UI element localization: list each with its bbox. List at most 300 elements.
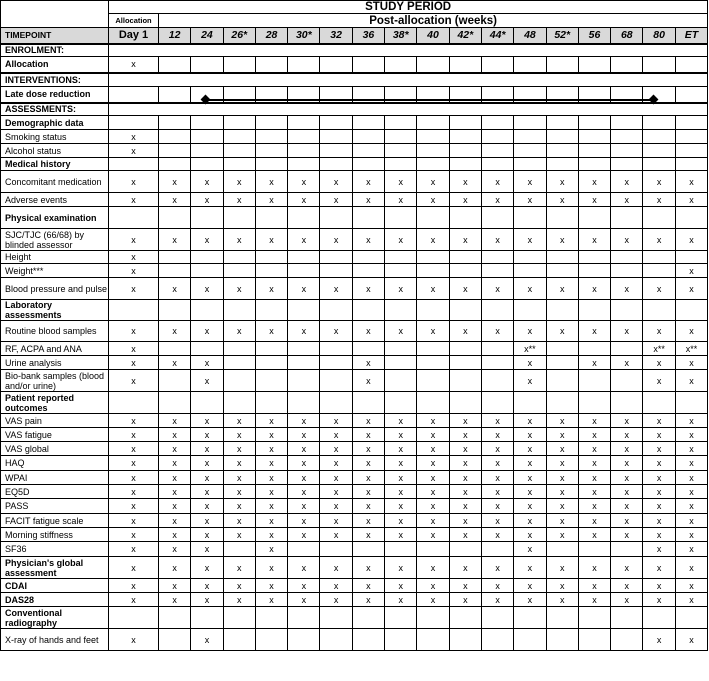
assessment-mark: x	[559, 176, 565, 187]
mark-cell	[223, 514, 255, 528]
mark-cell	[191, 579, 223, 593]
assessment-mark: x	[656, 486, 662, 497]
mark-cell	[578, 264, 610, 278]
mark-cell	[385, 557, 417, 579]
mark-cell	[578, 499, 610, 514]
mark-cell	[546, 629, 578, 651]
mark-cell	[223, 207, 255, 229]
assessment-mark: x	[131, 283, 136, 294]
mark-cell	[417, 278, 449, 300]
assessment-mark: x	[366, 472, 371, 483]
schedule-row	[1, 629, 708, 651]
mark-cell	[643, 557, 675, 579]
assessment-mark: x	[269, 443, 274, 454]
mark-cell	[449, 629, 481, 651]
timepoint-8: 38*	[385, 28, 417, 44]
mark-cell	[223, 193, 255, 207]
assessment-mark: x	[495, 415, 500, 426]
assessment-mark: x	[366, 429, 371, 440]
mark-cell	[514, 158, 546, 171]
mark-cell	[449, 414, 481, 428]
mark-cell	[385, 321, 417, 342]
mark-cell	[481, 629, 513, 651]
assessment-mark: x	[131, 544, 136, 554]
assessment-mark: x	[689, 634, 694, 645]
mark-cell	[643, 229, 675, 251]
mark-cell	[159, 629, 191, 651]
assessment-mark: x	[333, 429, 339, 440]
mark-cell	[417, 144, 449, 158]
mark-cell	[514, 514, 546, 528]
row-label: Allocation	[1, 57, 109, 73]
mark-cell	[643, 629, 675, 651]
assessment-mark: x	[559, 326, 565, 336]
mark-cell	[449, 342, 481, 356]
mark-cell	[109, 158, 159, 171]
mark-cell	[385, 629, 417, 651]
assessment-mark: x	[269, 194, 274, 205]
assessment-mark: x	[204, 443, 210, 454]
mark-cell	[320, 528, 352, 542]
assessment-mark: x	[656, 580, 662, 591]
mark-cell	[320, 593, 352, 607]
mark-cell	[109, 370, 159, 392]
assessment-mark: x	[172, 472, 177, 483]
mark-cell	[109, 607, 159, 629]
timepoint-1: 12	[159, 28, 191, 44]
mark-cell	[578, 593, 610, 607]
mark-cell	[109, 57, 159, 73]
row-label: Medical history	[1, 158, 109, 171]
assessment-mark: x	[430, 472, 436, 483]
mark-cell	[320, 442, 352, 456]
assessment-mark: x	[131, 529, 136, 540]
assessment-mark: x	[398, 515, 403, 526]
mark-cell	[255, 251, 287, 264]
assessment-mark: x	[430, 501, 436, 511]
assessment-mark: x	[269, 580, 274, 591]
schedule-row	[1, 300, 708, 321]
assessment-mark: x	[527, 283, 533, 294]
mark-cell	[449, 278, 481, 300]
assessment-mark: x	[236, 594, 242, 605]
assessment-mark: x	[592, 283, 597, 294]
mark-cell	[611, 171, 643, 193]
mark-cell	[578, 579, 610, 593]
mark-cell	[611, 514, 643, 528]
mark-cell	[320, 607, 352, 629]
mark-cell	[514, 528, 546, 542]
mark-cell	[109, 557, 159, 579]
schedule-row	[1, 428, 708, 442]
assessment-mark: x	[398, 283, 403, 294]
mark-cell	[320, 321, 352, 342]
mark-cell	[514, 593, 546, 607]
mark-cell	[481, 321, 513, 342]
mark-cell	[159, 370, 191, 392]
mark-cell	[223, 557, 255, 579]
mark-cell	[675, 471, 707, 485]
assessment-mark: x	[463, 501, 468, 511]
row-label: HAQ	[1, 456, 109, 471]
mark-cell	[109, 471, 159, 485]
mark-cell	[546, 428, 578, 442]
mark-cell	[159, 207, 191, 229]
assessment-mark: x	[689, 357, 694, 368]
assessment-mark: x	[495, 562, 500, 573]
assessment-mark: x	[131, 145, 136, 156]
assessment-mark: x	[495, 326, 500, 336]
mark-cell	[109, 456, 159, 471]
assessment-mark: x	[333, 580, 339, 591]
assessment-mark: x	[656, 375, 662, 386]
assessment-mark: x	[527, 458, 533, 468]
assessment-mark: x	[559, 486, 565, 497]
assessment-mark: x	[495, 443, 500, 454]
mark-cell	[223, 158, 255, 171]
mark-cell	[546, 542, 578, 557]
mark-cell	[578, 356, 610, 370]
assessment-mark: x	[689, 515, 694, 526]
mark-cell	[611, 278, 643, 300]
mark-cell	[546, 528, 578, 542]
assessment-mark: x	[131, 429, 136, 440]
assessment-mark: x	[333, 283, 339, 294]
mark-cell	[611, 392, 643, 414]
mark-cell	[675, 264, 707, 278]
mark-cell	[191, 278, 223, 300]
mark-cell	[481, 264, 513, 278]
mark-cell	[449, 300, 481, 321]
mark-cell	[514, 456, 546, 471]
mark-cell	[288, 579, 320, 593]
assessment-mark: x	[656, 515, 662, 526]
assessment-mark: x	[495, 515, 500, 526]
mark-cell	[611, 321, 643, 342]
mark-cell	[352, 392, 384, 414]
assessment-mark: x	[236, 529, 242, 540]
assessment-mark: x	[624, 326, 630, 336]
assessment-mark: x	[204, 234, 210, 245]
mark-cell	[417, 414, 449, 428]
mark-cell	[320, 158, 352, 171]
mark-cell	[385, 607, 417, 629]
assessment-mark: x	[131, 562, 136, 573]
mark-cell	[449, 229, 481, 251]
mark-cell	[417, 456, 449, 471]
mark-cell	[288, 229, 320, 251]
assessment-mark: x	[527, 486, 533, 497]
mark-cell	[417, 300, 449, 321]
mark-cell	[449, 356, 481, 370]
mark-cell	[417, 171, 449, 193]
mark-cell	[675, 485, 707, 499]
assessment-mark: x	[495, 594, 500, 605]
assessment-mark: x	[430, 326, 436, 336]
mark-cell	[159, 392, 191, 414]
mark-cell	[255, 593, 287, 607]
mark-cell	[288, 629, 320, 651]
assessment-mark: x	[204, 529, 210, 540]
mark-cell	[546, 442, 578, 456]
assessment-mark: x	[463, 443, 468, 454]
mark-cell	[223, 144, 255, 158]
mark-cell	[352, 278, 384, 300]
assessment-mark: x	[204, 562, 210, 573]
assessment-mark: x	[689, 265, 694, 276]
mark-cell	[109, 278, 159, 300]
timepoint-15: 68	[611, 28, 643, 44]
mark-cell	[320, 193, 352, 207]
row-label: Conventional radiography	[1, 607, 109, 629]
mark-cell	[546, 579, 578, 593]
mark-cell	[675, 193, 707, 207]
mark-cell	[159, 144, 191, 158]
row-label: Physical examination	[1, 207, 109, 229]
assessment-mark: x	[366, 458, 371, 468]
mark-cell	[417, 356, 449, 370]
assessment-mark: x	[236, 194, 242, 205]
mark-cell	[191, 264, 223, 278]
mark-cell	[481, 499, 513, 514]
mark-cell	[288, 264, 320, 278]
mark-cell	[417, 116, 449, 130]
mark-cell	[578, 193, 610, 207]
mark-cell	[385, 370, 417, 392]
mark-cell	[417, 607, 449, 629]
assessment-mark: x	[204, 194, 210, 205]
row-label: VAS fatigue	[1, 428, 109, 442]
mark-cell	[546, 557, 578, 579]
mark-cell	[352, 471, 384, 485]
mark-cell	[481, 207, 513, 229]
mark-cell	[611, 428, 643, 442]
assessment-mark: x	[430, 458, 436, 468]
assessment-mark: x	[689, 544, 694, 554]
mark-cell	[481, 579, 513, 593]
mark-cell	[417, 442, 449, 456]
assessment-mark: x	[527, 544, 533, 554]
mark-cell	[159, 528, 191, 542]
mark-cell	[255, 607, 287, 629]
row-label: EQ5D	[1, 485, 109, 499]
assessment-mark: x	[495, 486, 500, 497]
row-label: PASS	[1, 499, 109, 514]
mark-cell	[481, 193, 513, 207]
mark-cell	[546, 171, 578, 193]
mark-cell	[417, 342, 449, 356]
mark-cell	[352, 629, 384, 651]
mark-cell	[417, 392, 449, 414]
mark-cell	[288, 300, 320, 321]
mark-cell	[578, 629, 610, 651]
mark-cell	[514, 442, 546, 456]
mark-cell	[643, 278, 675, 300]
assessment-mark: x	[204, 415, 210, 426]
mark-cell	[675, 593, 707, 607]
mark-cell	[675, 428, 707, 442]
mark-cell	[481, 57, 513, 73]
mark-cell	[611, 144, 643, 158]
assessment-mark: x	[689, 562, 694, 573]
mark-cell	[191, 342, 223, 356]
assessment-mark: x	[301, 458, 307, 468]
mark-cell	[159, 607, 191, 629]
assessment-mark: x	[656, 415, 662, 426]
mark-cell	[514, 144, 546, 158]
assessment-mark: x	[463, 415, 468, 426]
assessment-mark: x	[131, 501, 136, 511]
assessment-mark: x	[204, 357, 210, 368]
mark-cell	[611, 300, 643, 321]
assessment-mark: x	[656, 357, 662, 368]
mark-cell	[352, 57, 384, 73]
mark-cell	[675, 321, 707, 342]
mark-cell	[611, 356, 643, 370]
mark-cell	[675, 144, 707, 158]
mark-cell	[578, 370, 610, 392]
mark-cell	[159, 499, 191, 514]
mark-cell	[255, 278, 287, 300]
assessment-mark: x	[624, 486, 630, 497]
mark-cell	[320, 229, 352, 251]
assessment-mark: x	[495, 176, 500, 187]
row-label: Alcohol status	[1, 144, 109, 158]
assessment-mark: x	[527, 562, 533, 573]
mark-cell	[643, 542, 675, 557]
assessment-mark: x	[301, 472, 307, 483]
assessment-mark: x	[333, 486, 339, 497]
mark-cell	[191, 456, 223, 471]
mark-cell	[223, 264, 255, 278]
assessment-mark: x	[269, 458, 274, 468]
mark-cell	[578, 442, 610, 456]
assessment-mark: x	[301, 326, 307, 336]
assessment-mark: x	[204, 176, 210, 187]
assessment-mark: x	[236, 234, 242, 245]
row-label: X-ray of hands and feet	[1, 629, 109, 651]
assessment-mark: x	[463, 594, 468, 605]
mark-cell	[546, 414, 578, 428]
mark-cell	[385, 356, 417, 370]
mark-cell	[159, 171, 191, 193]
mark-cell	[191, 542, 223, 557]
mark-cell	[288, 158, 320, 171]
assessment-mark: x	[172, 544, 177, 554]
assessment-mark: x	[463, 176, 468, 187]
assessment-mark: x	[131, 472, 136, 483]
assessment-mark: x	[172, 594, 177, 605]
mark-cell	[385, 57, 417, 73]
mark-cell	[109, 87, 159, 103]
mark-cell	[320, 342, 352, 356]
assessment-mark: x	[656, 283, 662, 294]
mark-cell	[417, 499, 449, 514]
mark-cell	[109, 300, 159, 321]
mark-cell	[352, 579, 384, 593]
mark-cell	[288, 251, 320, 264]
mark-cell	[385, 428, 417, 442]
schedule-row	[1, 542, 708, 557]
assessment-mark: x	[333, 234, 339, 245]
assessment-mark: x	[624, 176, 630, 187]
mark-cell	[417, 428, 449, 442]
assessment-mark: x	[398, 458, 403, 468]
mark-cell	[320, 557, 352, 579]
mark-cell	[675, 158, 707, 171]
assessment-mark: x	[430, 429, 436, 440]
row-label: DAS28	[1, 593, 109, 607]
assessment-mark: x	[333, 326, 339, 336]
mark-cell	[159, 514, 191, 528]
mark-cell	[159, 87, 191, 103]
mark-cell	[255, 370, 287, 392]
mark-cell	[449, 593, 481, 607]
mark-cell	[611, 130, 643, 144]
assessment-mark: x	[301, 234, 307, 245]
mark-cell	[578, 229, 610, 251]
mark-cell	[385, 207, 417, 229]
mark-cell	[546, 158, 578, 171]
mark-cell	[255, 499, 287, 514]
mark-cell	[385, 593, 417, 607]
assessment-mark: x	[366, 529, 371, 540]
assessment-mark: x	[689, 580, 694, 591]
row-label: Urine analysis	[1, 356, 109, 370]
mark-cell	[611, 207, 643, 229]
assessment-mark: x	[592, 562, 597, 573]
assessment-mark: x	[527, 234, 533, 245]
mark-cell	[578, 207, 610, 229]
mark-cell	[514, 229, 546, 251]
mark-cell	[449, 264, 481, 278]
assessment-mark: x	[204, 501, 210, 511]
assessment-mark: x	[172, 562, 177, 573]
mark-cell	[675, 456, 707, 471]
post-allocation-header: Post-allocation (weeks)	[159, 14, 708, 28]
assessment-mark: x	[131, 634, 136, 645]
mark-cell	[320, 629, 352, 651]
assessment-mark: x	[172, 429, 177, 440]
assessment-mark: x	[592, 594, 597, 605]
assessment-mark: x	[131, 194, 136, 205]
mark-cell	[385, 542, 417, 557]
mark-cell	[514, 557, 546, 579]
assessment-mark: x	[333, 594, 339, 605]
assessment-mark: x	[398, 594, 403, 605]
mark-cell	[578, 171, 610, 193]
mark-cell	[352, 485, 384, 499]
mark-cell	[159, 456, 191, 471]
assessment-mark: x	[398, 176, 403, 187]
assessment-mark: x	[495, 501, 500, 511]
mark-cell	[546, 607, 578, 629]
mark-cell	[449, 579, 481, 593]
assessment-mark: x	[131, 131, 136, 142]
mark-cell	[514, 130, 546, 144]
mark-cell	[449, 428, 481, 442]
mark-cell	[643, 514, 675, 528]
assessment-mark: x	[624, 458, 630, 468]
mark-cell	[109, 499, 159, 514]
mark-cell	[546, 471, 578, 485]
assessment-mark: x	[269, 562, 274, 573]
mark-cell	[514, 300, 546, 321]
mark-cell	[546, 300, 578, 321]
assessment-mark: x	[333, 472, 339, 483]
mark-cell	[159, 542, 191, 557]
row-label: Smoking status	[1, 130, 109, 144]
